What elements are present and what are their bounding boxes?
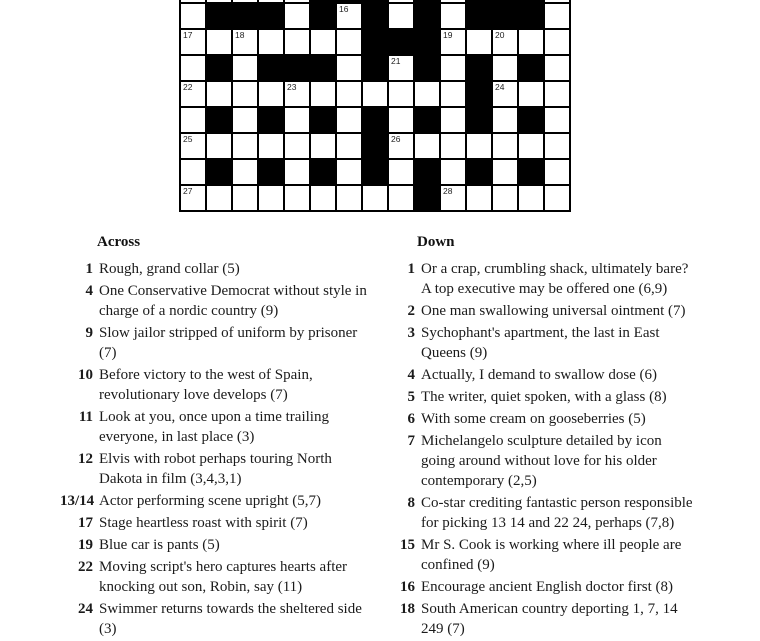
grid-cell[interactable] xyxy=(285,0,309,2)
clue-number: 4 xyxy=(407,367,415,383)
grid-black-cell xyxy=(311,56,335,80)
across-heading: Across xyxy=(97,234,141,250)
grid-cell[interactable] xyxy=(311,134,335,158)
clue-text-line: Rough, grand collar (5) xyxy=(99,261,240,277)
down-clue-4 xyxy=(382,365,737,385)
down-clue-16 xyxy=(382,577,737,597)
grid-cell[interactable] xyxy=(363,82,387,106)
grid-black-cell xyxy=(415,4,439,28)
grid-cell[interactable] xyxy=(545,82,569,106)
cell-number: 23 xyxy=(287,82,297,92)
grid-cell[interactable] xyxy=(545,108,569,132)
clue-text xyxy=(99,259,240,279)
clue-number: 15 xyxy=(400,537,415,553)
grid-cell[interactable] xyxy=(467,134,491,158)
grid-cell[interactable] xyxy=(259,0,283,2)
clue-text-line: Encourage ancient English doctor first (8) xyxy=(421,579,673,595)
grid-black-cell xyxy=(389,30,413,54)
clue-text-line: Michelangelo sculpture detailed by icon xyxy=(421,433,662,449)
grid-black-cell xyxy=(363,134,387,158)
clue-number: 7 xyxy=(407,433,415,449)
across-clue-12 xyxy=(60,449,395,489)
grid-cell[interactable] xyxy=(285,82,309,106)
grid-cell[interactable] xyxy=(441,160,465,184)
across-clue-24 xyxy=(60,599,395,639)
grid-cell[interactable] xyxy=(545,186,569,210)
cell-number: 17 xyxy=(183,30,193,40)
down-clue-2 xyxy=(382,301,737,321)
clue-number: 12 xyxy=(78,451,93,467)
across-clues-section xyxy=(60,234,395,641)
grid-cell[interactable] xyxy=(441,82,465,106)
across-clue-17 xyxy=(60,513,395,533)
across-clue-10 xyxy=(60,365,395,405)
clue-text-line: Dakota in film (3,4,3,1) xyxy=(99,471,242,487)
grid-black-cell xyxy=(519,0,543,2)
grid-black-cell xyxy=(311,108,335,132)
cell-number: 21 xyxy=(391,56,401,66)
clue-text-line: Swimmer returns towards the sheltered side xyxy=(99,601,362,617)
grid-cell[interactable] xyxy=(233,186,257,210)
grid-cell[interactable] xyxy=(441,0,465,2)
grid-black-cell xyxy=(311,160,335,184)
grid-cell[interactable] xyxy=(233,82,257,106)
grid-cell[interactable] xyxy=(337,160,361,184)
clue-text-line: going around without love for his older xyxy=(421,453,657,469)
grid-cell[interactable] xyxy=(233,160,257,184)
grid-black-cell xyxy=(415,56,439,80)
clue-number: 24 xyxy=(78,601,93,617)
grid-black-cell xyxy=(259,160,283,184)
cell-number: 25 xyxy=(183,134,193,144)
grid-black-cell xyxy=(493,0,517,2)
clue-number: 18 xyxy=(400,601,415,617)
grid-cell[interactable] xyxy=(389,160,413,184)
grid-black-cell xyxy=(467,82,491,106)
down-clue-7 xyxy=(382,431,737,491)
grid-black-cell xyxy=(415,108,439,132)
grid-cell[interactable] xyxy=(337,186,361,210)
clue-text-line: Blue car is pants (5) xyxy=(99,537,220,553)
clue-text-line: Slow jailor stripped of uniform by prisoner xyxy=(99,325,358,341)
grid-black-cell xyxy=(415,30,439,54)
clue-text-line: knocking out son, Robin, say (11) xyxy=(99,579,303,595)
clue-number: 10 xyxy=(78,367,93,383)
grid-cell[interactable] xyxy=(233,108,257,132)
grid-cell[interactable] xyxy=(311,186,335,210)
clue-text xyxy=(99,281,367,321)
clue-text-line: South American country deporting 1, 7, 14 xyxy=(421,601,678,617)
grid-cell[interactable] xyxy=(181,0,205,2)
grid-cell[interactable] xyxy=(207,134,231,158)
clue-text-line: everyone, in last place (3) xyxy=(99,429,255,445)
grid-black-cell xyxy=(519,56,543,80)
grid-cell[interactable] xyxy=(337,4,361,28)
clue-text xyxy=(421,431,662,491)
grid-black-cell xyxy=(285,56,309,80)
clue-text xyxy=(421,387,667,407)
clue-text-line: One Conservative Democrat without style in xyxy=(99,283,367,299)
clue-text-line: Mr S. Cook is working where ill people are xyxy=(421,537,682,553)
grid-black-cell xyxy=(311,0,335,2)
grid-cell[interactable] xyxy=(207,30,231,54)
across-clue-22 xyxy=(60,557,395,597)
clue-text xyxy=(99,449,332,489)
clue-text xyxy=(99,599,362,639)
across-clue-9 xyxy=(60,323,395,363)
cell-number: 16 xyxy=(339,4,349,14)
down-clues-section xyxy=(382,234,737,641)
grid-cell[interactable] xyxy=(259,186,283,210)
clue-text xyxy=(421,301,686,321)
clue-text-line: Moving script's hero captures hearts after xyxy=(99,559,348,575)
clue-number: 1 xyxy=(85,261,93,277)
clue-text-line: One man swallowing universal ointment (7) xyxy=(421,303,686,319)
clue-text-line: (7) xyxy=(99,345,117,361)
grid-black-cell xyxy=(519,108,543,132)
clue-text xyxy=(421,365,657,385)
grid-black-cell xyxy=(467,160,491,184)
grid-cell[interactable] xyxy=(493,56,517,80)
grid-cell[interactable] xyxy=(389,0,413,2)
grid-cell[interactable] xyxy=(545,4,569,28)
clue-number: 17 xyxy=(78,515,93,531)
grid-cell[interactable] xyxy=(467,186,491,210)
clue-text-line: A top executive may be offered one (6,9) xyxy=(421,281,668,297)
grid-cell[interactable] xyxy=(545,56,569,80)
grid-cell[interactable] xyxy=(519,30,543,54)
grid-cell[interactable] xyxy=(389,186,413,210)
grid-black-cell xyxy=(363,4,387,28)
grid-cell[interactable] xyxy=(415,134,439,158)
clue-text-line: 249 (7) xyxy=(421,621,465,637)
grid-black-cell xyxy=(415,186,439,210)
grid-cell[interactable] xyxy=(181,160,205,184)
clue-text-line: Actually, I demand to swallow dose (6) xyxy=(421,367,658,383)
grid-cell[interactable] xyxy=(389,56,413,80)
grid-cell[interactable] xyxy=(311,30,335,54)
grid-cell[interactable] xyxy=(493,82,517,106)
grid-cell[interactable] xyxy=(415,82,439,106)
grid-cell[interactable] xyxy=(259,134,283,158)
grid-cell[interactable] xyxy=(337,30,361,54)
grid-black-cell xyxy=(467,0,491,2)
across-clue-4 xyxy=(60,281,395,321)
grid-cell[interactable] xyxy=(493,186,517,210)
grid-cell[interactable] xyxy=(545,30,569,54)
grid-cell[interactable] xyxy=(181,30,205,54)
clue-text-line: With some cream on gooseberries (5) xyxy=(421,411,646,427)
grid-cell[interactable] xyxy=(181,4,205,28)
grid-cell[interactable] xyxy=(233,56,257,80)
grid-cell[interactable] xyxy=(337,108,361,132)
clue-text-line: revolutionary love develops (7) xyxy=(99,387,288,403)
grid-cell[interactable] xyxy=(389,134,413,158)
clue-text-line: Sychophant's apartment, the last in East xyxy=(421,325,660,341)
clue-number: 13/14 xyxy=(60,493,95,509)
down-clue-18 xyxy=(382,599,737,639)
clue-text-line: contemporary (2,5) xyxy=(421,473,537,489)
grid-black-cell xyxy=(519,160,543,184)
grid-black-cell xyxy=(519,4,543,28)
grid-cell[interactable] xyxy=(363,186,387,210)
down-clue-5 xyxy=(382,387,737,407)
clue-text xyxy=(421,577,673,597)
clue-number: 9 xyxy=(85,325,93,341)
grid-black-cell xyxy=(311,4,335,28)
grid-cell[interactable] xyxy=(519,186,543,210)
grid-black-cell xyxy=(259,56,283,80)
grid-cell[interactable] xyxy=(389,82,413,106)
grid-black-cell xyxy=(207,56,231,80)
cell-number: 24 xyxy=(495,82,505,92)
clue-text xyxy=(99,407,329,447)
grid-cell[interactable] xyxy=(441,134,465,158)
clue-text xyxy=(99,535,220,555)
clue-number: 2 xyxy=(407,303,415,319)
clue-text xyxy=(99,513,308,533)
clue-text-line: Queens (9) xyxy=(421,345,488,361)
grid-cell[interactable] xyxy=(337,82,361,106)
grid-black-cell xyxy=(363,56,387,80)
clue-text-line: (3) xyxy=(99,621,117,637)
grid-cell[interactable] xyxy=(493,30,517,54)
grid-cell[interactable] xyxy=(181,108,205,132)
grid-cell[interactable] xyxy=(467,30,491,54)
grid-black-cell xyxy=(363,30,387,54)
clue-text-line: Actor performing scene upright (5,7) xyxy=(99,493,322,509)
across-clue-11 xyxy=(60,407,395,447)
grid-cell[interactable] xyxy=(181,56,205,80)
grid-black-cell xyxy=(467,56,491,80)
clue-text xyxy=(421,599,678,639)
grid-cell[interactable] xyxy=(285,108,309,132)
clue-text-line: Look at you, once upon a time trailing xyxy=(99,409,329,425)
grid-cell[interactable] xyxy=(285,160,309,184)
clue-number: 11 xyxy=(78,409,93,425)
grid-cell[interactable] xyxy=(285,30,309,54)
clue-text xyxy=(421,493,693,533)
grid-cell[interactable] xyxy=(207,82,231,106)
grid-black-cell xyxy=(233,4,257,28)
grid-cell[interactable] xyxy=(441,186,465,210)
grid-black-cell xyxy=(467,4,491,28)
grid-cell[interactable] xyxy=(181,82,205,106)
grid-black-cell xyxy=(363,160,387,184)
clue-text xyxy=(99,491,321,511)
clue-number: 22 xyxy=(78,559,93,575)
clue-number: 19 xyxy=(78,537,93,553)
clue-text xyxy=(421,259,688,299)
cell-number: 20 xyxy=(495,30,505,40)
grid-cell[interactable] xyxy=(493,160,517,184)
grid-black-cell xyxy=(207,160,231,184)
cell-number: 22 xyxy=(183,82,193,92)
grid-cell[interactable] xyxy=(493,108,517,132)
down-clue-3 xyxy=(382,323,737,363)
grid-cell[interactable] xyxy=(337,134,361,158)
grid-black-cell xyxy=(363,108,387,132)
grid-cell[interactable] xyxy=(181,186,205,210)
cell-number: 26 xyxy=(391,134,401,144)
grid-cell[interactable] xyxy=(545,134,569,158)
grid-black-cell xyxy=(467,108,491,132)
across-clue-1 xyxy=(60,259,395,279)
clue-number: 8 xyxy=(407,495,415,511)
grid-black-cell xyxy=(415,160,439,184)
grid-cell[interactable] xyxy=(207,186,231,210)
down-clue-15 xyxy=(382,535,737,575)
clue-text-line: Before victory to the west of Spain, xyxy=(99,367,313,383)
grid-cell[interactable] xyxy=(207,0,231,2)
grid-cell[interactable] xyxy=(389,4,413,28)
clue-number: 4 xyxy=(85,283,93,299)
clue-number: 6 xyxy=(407,411,415,427)
clue-text-line: for picking 13 14 and 22 24, perhaps (7,8) xyxy=(421,515,675,531)
grid-cell[interactable] xyxy=(441,30,465,54)
grid-cell[interactable] xyxy=(285,186,309,210)
grid-cell[interactable] xyxy=(181,134,205,158)
clue-text xyxy=(99,365,313,405)
grid-black-cell xyxy=(207,4,231,28)
cell-number: 18 xyxy=(235,30,245,40)
grid-cell[interactable] xyxy=(519,82,543,106)
grid-cell[interactable] xyxy=(285,134,309,158)
down-clue-8 xyxy=(382,493,737,533)
grid-black-cell xyxy=(337,0,361,2)
grid-cell[interactable] xyxy=(441,108,465,132)
grid-cell[interactable] xyxy=(545,0,569,2)
down-clue-6 xyxy=(382,409,737,429)
across-clue-13-14 xyxy=(60,491,395,511)
clue-text-line: The writer, quiet spoken, with a glass (8) xyxy=(421,389,667,405)
down-clue-list xyxy=(382,259,737,639)
clue-text-line: Or a crap, crumbling shack, ultimately bare? xyxy=(421,261,689,277)
down-clue-1 xyxy=(382,259,737,299)
grid-black-cell xyxy=(207,108,231,132)
grid-black-cell xyxy=(493,4,517,28)
across-clue-list xyxy=(60,259,395,639)
grid-black-cell xyxy=(415,0,439,2)
grid-cell[interactable] xyxy=(259,30,283,54)
clue-text-line: confined (9) xyxy=(421,557,495,573)
grid-black-cell xyxy=(259,4,283,28)
grid-cell[interactable] xyxy=(311,82,335,106)
clue-text xyxy=(421,409,646,429)
clue-text-line: Stage heartless roast with spirit (7) xyxy=(99,515,308,531)
grid-cell[interactable] xyxy=(519,134,543,158)
clue-text-line: Elvis with robot perhaps touring North xyxy=(99,451,332,467)
clue-number: 3 xyxy=(407,325,415,341)
grid-cell[interactable] xyxy=(233,134,257,158)
clue-number: 16 xyxy=(400,579,415,595)
clue-text xyxy=(421,323,659,363)
grid-cell[interactable] xyxy=(259,82,283,106)
grid-cell[interactable] xyxy=(233,0,257,2)
grid-cell[interactable] xyxy=(493,134,517,158)
cell-number: 19 xyxy=(443,30,453,40)
clue-text xyxy=(421,535,681,575)
down-heading: Down xyxy=(417,234,455,250)
clue-text xyxy=(99,557,347,597)
grid-cell[interactable] xyxy=(441,56,465,80)
grid-black-cell xyxy=(259,108,283,132)
clue-text-line: charge of a nordic country (9) xyxy=(99,303,279,319)
grid-cell[interactable] xyxy=(233,30,257,54)
clue-text xyxy=(99,323,357,363)
clue-number: 5 xyxy=(407,389,415,405)
cell-number: 27 xyxy=(183,186,193,196)
grid-cell[interactable] xyxy=(441,4,465,28)
grid-cell[interactable] xyxy=(389,108,413,132)
clue-number: 1 xyxy=(407,261,415,277)
clue-text-line: Co-star crediting fantastic person responsible xyxy=(421,495,693,511)
grid-cell[interactable] xyxy=(285,4,309,28)
crossword-grid xyxy=(179,0,571,212)
grid-cell[interactable] xyxy=(337,56,361,80)
cell-number: 28 xyxy=(443,186,453,196)
grid-cell[interactable] xyxy=(545,160,569,184)
grid-black-cell xyxy=(363,0,387,2)
across-clue-19 xyxy=(60,535,395,555)
